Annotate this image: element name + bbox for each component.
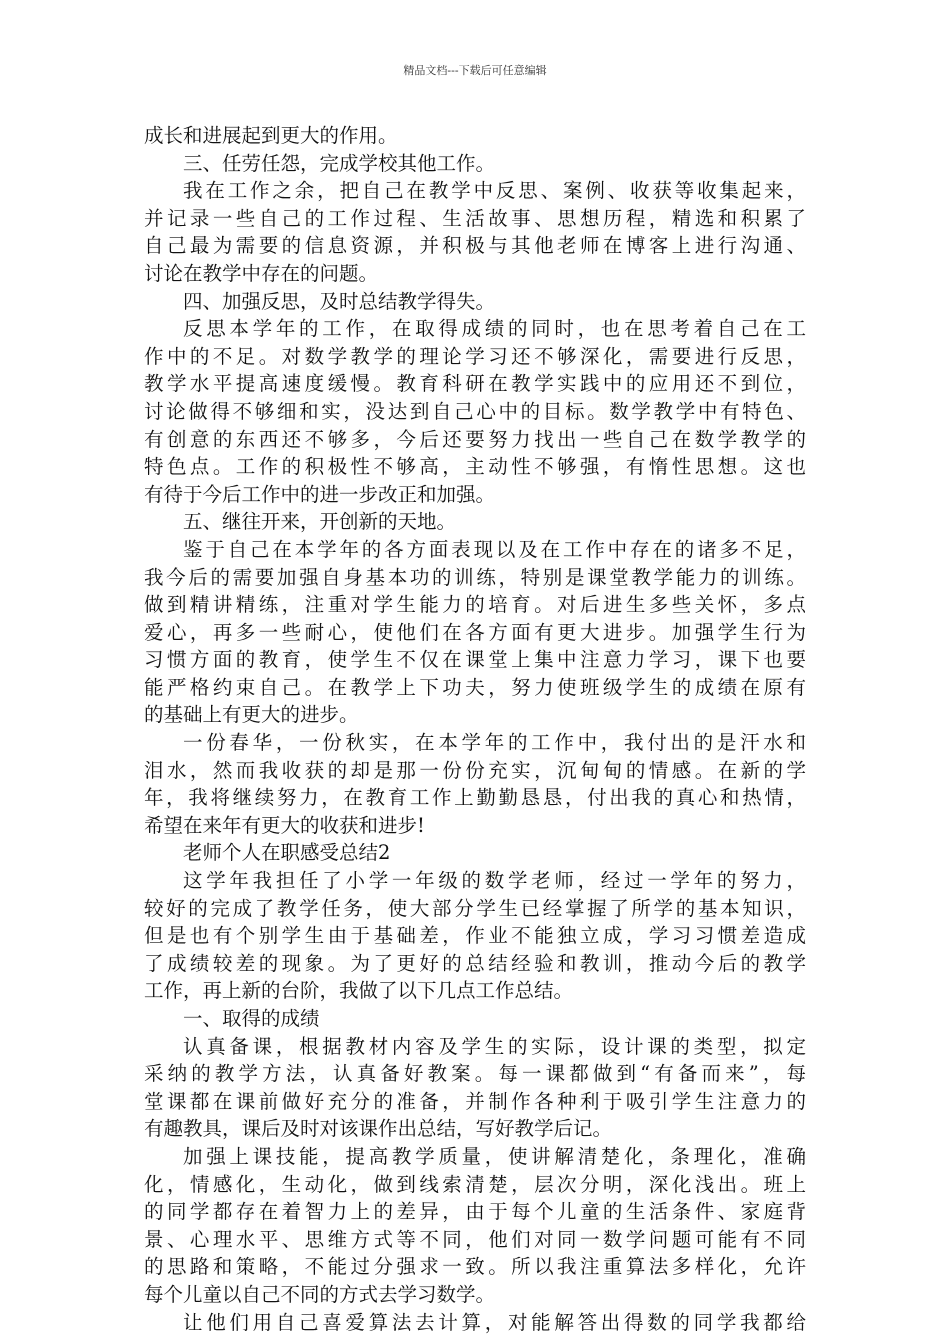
- text-line: 四、加强反思，及时总结教学得失。: [183, 289, 496, 313]
- text-line: 了成绩较差的现象。为了更好的总结经验和教训，推动今后的教学: [144, 951, 806, 975]
- text-line: 有待于今后工作中的进一步改正和加强。: [144, 482, 496, 506]
- text-line: 作中的不足。对数学教学的理论学习还不够深化，需要进行反思，: [144, 344, 806, 368]
- text-line: 特色点。工作的积极性不够高，主动性不够强，有惰性思想。这也: [144, 455, 806, 479]
- text-line: 教学水平提高速度缓慢。教育科研在教学实践中的应用还不到位，: [144, 372, 806, 396]
- text-line: 较好的完成了教学任务，使大部分学生已经掌握了所学的基本知识，: [144, 896, 806, 920]
- text-line: 的基础上有更大的进步。: [144, 703, 359, 727]
- text-line: 五、继往开来，开创新的天地。: [183, 510, 457, 534]
- page-header: 精品文档---下载后可任意编辑: [403, 64, 547, 77]
- text-line: 让他们用自己喜爱算法去计算，对能解答出得数的同学我都给: [183, 1310, 806, 1334]
- document-body: [144, 122, 806, 1336]
- text-line: 一份春华，一份秋实，在本学年的工作中，我付出的是汗水和: [183, 731, 806, 755]
- text-line: 一、取得的成绩: [183, 1007, 320, 1030]
- text-line: 加强上课技能，提高教学质量，使讲解清楚化，条理化，准确: [183, 1144, 806, 1168]
- text-line: 自己最为需要的信息资源，并积极与其他老师在博客上进行沟通、: [144, 234, 806, 258]
- text-line: 有创意的东西还不够多，今后还要努力找出一些自己在数学教学的: [144, 427, 806, 451]
- text-line: 三、任劳任怨，完成学校其他工作。: [183, 151, 496, 175]
- text-line: 景、心理水平、思维方式等不同，他们对同一数学问题可能有不同: [144, 1227, 806, 1251]
- text-line: 认真备课，根据教材内容及学生的实际，设计课的类型，拟定: [183, 1034, 806, 1058]
- text-line: 反思本学年的工作，在取得成绩的同时，也在思考着自己在工: [183, 317, 806, 341]
- text-line: 的同学都存在着智力上的差异，由于每个儿童的生活条件、家庭背: [144, 1200, 806, 1224]
- text-line: 讨论在教学中存在的问题。: [144, 261, 379, 285]
- text-line: 鉴于自己在本学年的各方面表现以及在工作中存在的诸多不足，: [183, 537, 806, 561]
- text-line: 泪水，然而我收获的却是那一份份充实，沉甸甸的情感。在新的学: [144, 758, 806, 782]
- text-line: 堂课都在课前做好充分的准备，并制作各种利于吸引学生注意力的: [144, 1089, 806, 1113]
- text-line: 爱心，再多一些耐心，使他们在各方面有更大进步。加强学生行为: [144, 620, 806, 644]
- text-line: 这学年我担任了小学一年级的数学老师，经过一学年的努力，: [183, 869, 806, 893]
- text-line: 我在工作之余，把自己在教学中反思、案例、收获等收集起来，: [183, 179, 806, 203]
- text-line: 我今后的需要加强自身基本功的训练，特别是课堂教学能力的训练。: [144, 565, 806, 589]
- text-line: 讨论做得不够细和实，没达到自己心中的目标。数学教学中有特色、: [144, 399, 806, 423]
- text-line: 年，我将继续努力，在教育工作上勤勤恳恳，付出我的真心和热情，: [144, 786, 806, 810]
- text-line: 习惯方面的教育，使学生不仅在课堂上集中注意力学习，课下也要: [144, 648, 806, 672]
- text-line: 有趣教具，课后及时对该课作出总结，写好教学后记。: [144, 1117, 613, 1141]
- text-line: 但是也有个别学生由于基础差，作业不能独立成，学习习惯差造成: [144, 924, 806, 948]
- text-line: 采纳的教学方法，认真备好教案。每一课都做到“有备而来”，每: [144, 1062, 806, 1086]
- text-line: 做到精讲精练，注重对学生能力的培育。对后进生多些关怀，多点: [144, 593, 806, 617]
- text-line: 化，情感化，生动化，做到线索清楚，层次分明，深化浅出。班上: [144, 1172, 806, 1196]
- text-line: 工作，再上新的台阶，我做了以下几点工作总结。: [144, 979, 574, 1003]
- text-line: 成长和进展起到更大的作用。: [144, 124, 398, 147]
- text-line: 并记录一些自己的工作过程、生活故事、思想历程，精选和积累了: [144, 206, 806, 230]
- text-line: 希望在来年有更大的收获和进步!: [144, 813, 425, 837]
- text-line: 能严格约束自己。在教学上下功夫，努力使班级学生的成绩在原有: [144, 675, 806, 699]
- text-line: 老师个人在职感受总结2: [183, 841, 391, 865]
- text-line: 的思路和策略，不能过分强求一致。所以我注重算法多样化，允许: [144, 1255, 806, 1279]
- text-line: 每个儿童以自己不同的方式去学习数学。: [144, 1282, 496, 1306]
